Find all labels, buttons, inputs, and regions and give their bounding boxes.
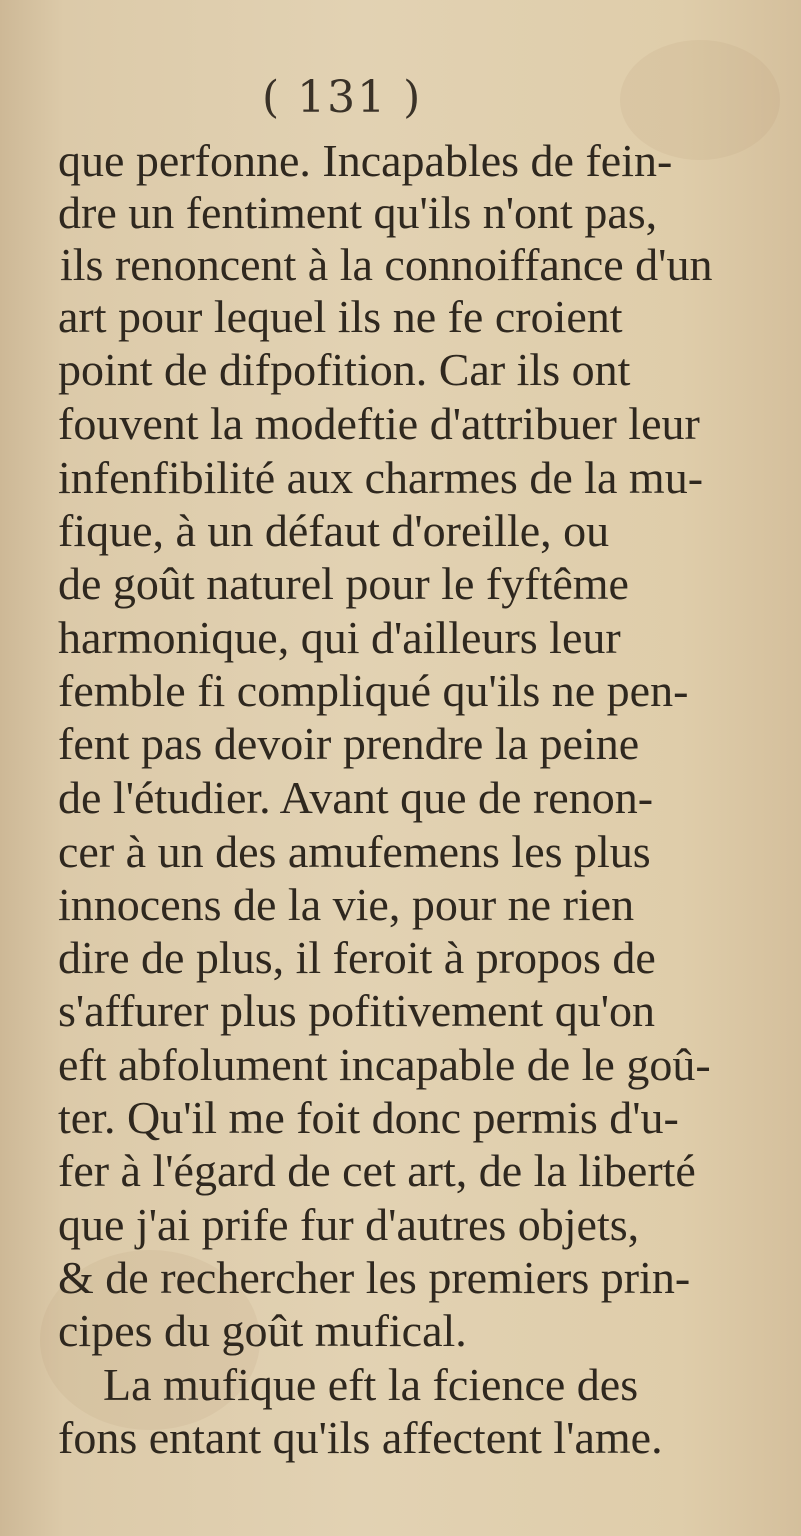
text-line: fique, à un défaut d'oreille, ou bbox=[58, 505, 610, 556]
text-line: innocens de la vie, pour ne rien bbox=[58, 879, 635, 930]
text-line: fons entant qu'ils affectent l'ame. bbox=[58, 1412, 663, 1463]
page-number: ( 131 ) bbox=[262, 72, 423, 123]
text-line: s'affurer plus pofitivement qu'on bbox=[58, 985, 655, 1036]
text-line: de l'étudier. Avant que de renon- bbox=[58, 772, 654, 823]
text-line: dire de plus, il feroit à propos de bbox=[58, 932, 656, 983]
text-line: fouvent la modeftie d'attribuer leur bbox=[58, 398, 700, 449]
text-line: cer à un des amufemens les plus bbox=[58, 826, 651, 877]
text-line: La mufique eft la fcience des bbox=[103, 1359, 639, 1410]
text-line: dre un fentiment qu'ils n'ont pas, bbox=[58, 187, 658, 238]
text-line: harmonique, qui d'ailleurs leur bbox=[58, 612, 621, 663]
text-line: ils renoncent à la connoiffance d'un bbox=[60, 239, 713, 290]
text-line: art pour lequel ils ne fe croient bbox=[58, 291, 623, 342]
text-line: fent pas devoir prendre la peine bbox=[58, 718, 640, 769]
text-line: eft abfolument incapable de le goû- bbox=[58, 1039, 711, 1090]
text-line: fer à l'égard de cet art, de la liberté bbox=[58, 1145, 696, 1196]
text-line: femble fi compliqué qu'ils ne pen- bbox=[58, 665, 689, 716]
text-line: ter. Qu'il me foit donc permis d'u- bbox=[58, 1092, 679, 1143]
text-line: infenfibilité aux charmes de la mu- bbox=[58, 452, 704, 503]
text-line: que j'ai prife fur d'autres objets, bbox=[58, 1199, 640, 1250]
text-line: & de rechercher les premiers prin- bbox=[58, 1252, 691, 1303]
text-line: de goût naturel pour le fyftême bbox=[58, 558, 629, 609]
text-line: que perfonne. Incapables de fein- bbox=[58, 135, 673, 186]
text-line: point de difpofition. Car ils ont bbox=[58, 344, 631, 395]
text-line: cipes du goût mufical. bbox=[58, 1305, 467, 1356]
